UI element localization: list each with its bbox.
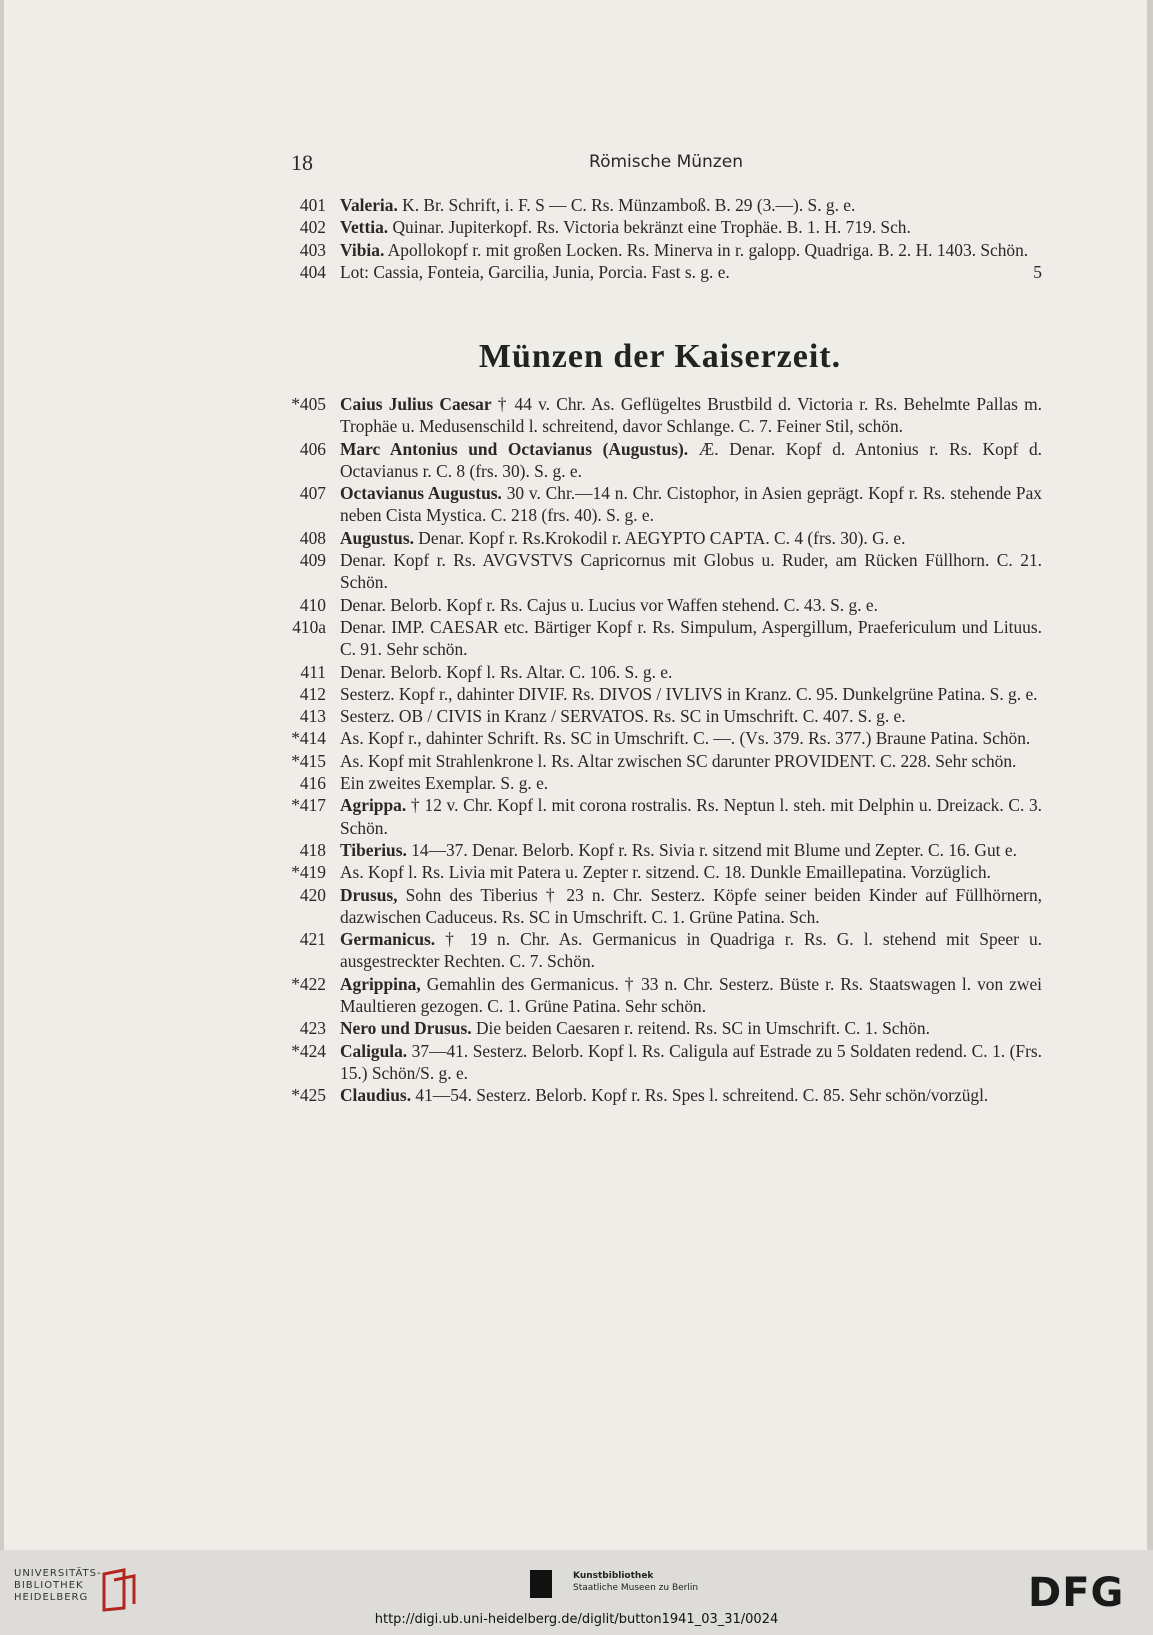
entry-description: K. Br. Schrift, i. F. S — C. Rs. Münzamboß. B. 29 (3.—). S. g. e. xyxy=(397,195,856,215)
entry-ruler-name: Augustus. xyxy=(340,527,414,548)
entry-description: 30 v. Chr.—14 n. Chr. Cistophor, in Asien geprägt. Kopf r. Rs. stehende Pax neben Cista Mystica. C. 218 (frs. 40). S. g. e. xyxy=(340,483,1042,526)
entry-number: *424 xyxy=(291,1040,326,1061)
catalog-entry xyxy=(278,616,1042,661)
entry-number: 404 xyxy=(299,261,326,282)
catalog-entry xyxy=(278,261,1042,283)
catalog-entry xyxy=(278,794,1042,839)
entry-ruler-name: Agrippa. xyxy=(340,795,407,816)
catalog-entry xyxy=(278,438,1042,483)
entry-number: *425 xyxy=(291,1085,326,1106)
entry-ruler-name: Vibia. xyxy=(340,239,385,260)
entry-description: Sesterz. Kopf r., dahinter DIVIF. Rs. DIVOS / IVLIVS in Kranz. C. 95. Dunkelgrüne Patina. S. g. e. xyxy=(340,683,1038,704)
dfg-logo[interactable]: DFG xyxy=(1028,1570,1125,1616)
entry-description: As. Kopf l. Rs. Livia mit Patera u. Zepter r. sitzend. C. 18. Dunkle Emaillepatina. Vorzüglich. xyxy=(340,862,991,883)
entry-number: *419 xyxy=(291,862,326,883)
entry-number: 410a xyxy=(292,616,326,637)
entry-number: 412 xyxy=(299,683,326,704)
catalog-entry xyxy=(278,482,1042,527)
entry-ruler-name: Marc Antonius und Octavianus (Augustus). xyxy=(340,438,689,459)
entry-description: † 19 n. Chr. As. Germanicus in Quadriga r. Rs. G. l. stehend mit Speer u. ausgestreckter Rechten. C. 7. Schön. xyxy=(340,929,1042,972)
entry-ruler-name: Octavianus Augustus. xyxy=(340,483,502,504)
entry-description: † 12 v. Chr. Kopf l. mit corona rostralis. Rs. Neptun l. steh. mit Delphin u. Dreizack. C. 3. Schön. xyxy=(340,795,1042,838)
entry-description: 41—54. Sesterz. Belorb. Kopf r. Rs. Spes l. schreitend. C. 85. Sehr schön/vorzügl. xyxy=(411,1085,989,1106)
entry-number: 409 xyxy=(299,550,326,571)
entry-ruler-name: Caligula. xyxy=(340,1040,408,1061)
ub-logo-line: BIBLIOTHEK xyxy=(14,1580,84,1591)
catalog-entry xyxy=(278,1084,1042,1106)
catalog-entry xyxy=(278,216,1042,238)
source-url-link[interactable]: http://digi.ub.uni-heidelberg.de/diglit/button1941_03_31/0024 xyxy=(374,1612,779,1627)
entry-ruler-name: Germanicus. xyxy=(340,929,436,950)
entry-description: As. Kopf r., dahinter Schrift. Rs. SC in Umschrift. C. —. (Vs. 379. Rs. 377.) Braune Patina. Schön. xyxy=(340,728,1031,749)
entry-number: 423 xyxy=(299,1018,326,1039)
entry-description: Denar. Belorb. Kopf l. Rs. Altar. C. 106. S. g. e. xyxy=(340,661,673,682)
catalog-entry xyxy=(278,705,1042,727)
catalog-entry xyxy=(278,661,1042,683)
entry-number: 411 xyxy=(300,661,326,682)
page-number: 18 xyxy=(291,150,313,175)
entry-description: Denar. Belorb. Kopf r. Rs. Cajus u. Lucius vor Waffen stehend. C. 43. S. g. e. xyxy=(340,594,878,615)
catalog-entry xyxy=(278,1040,1042,1085)
entry-ruler-name: Valeria. xyxy=(340,195,398,215)
catalog-entry xyxy=(278,549,1042,594)
entry-description: Die beiden Caesaren r. reitend. Rs. SC in Umschrift. C. 1. Schön. xyxy=(471,1018,930,1039)
entry-description: 14—37. Denar. Belorb. Kopf r. Rs. Sivia r. sitzend mit Blume und Zepter. C. 16. Gut e. xyxy=(406,839,1017,860)
catalog-entry xyxy=(278,727,1042,749)
entry-ruler-name: Nero und Drusus. xyxy=(340,1018,472,1039)
entry-description: Denar. Kopf r. Rs. AVGVSTVS Capricornus mit Globus u. Ruder, am Rücken Füllhorn. C. 21. Schön. xyxy=(340,550,1042,593)
entry-number: 416 xyxy=(299,773,326,794)
entry-description: Æ. Denar. Kopf d. Antonius r. Rs. Kopf d. Octavianus r. C. 8 (frs. 30). S. g. e. xyxy=(340,438,1042,481)
entry-ruler-name: Vettia. xyxy=(340,217,389,238)
catalog-entry xyxy=(278,239,1042,261)
entry-number: 410 xyxy=(299,594,326,615)
entry-ruler-name: Claudius. xyxy=(340,1085,412,1106)
catalog-entry xyxy=(278,594,1042,616)
catalog-entry xyxy=(278,928,1042,973)
running-title: Römische Münzen xyxy=(589,152,743,172)
catalog-entry xyxy=(278,393,1042,438)
section-heading: Münzen der Kaiserzeit. xyxy=(478,338,842,375)
catalog-entry xyxy=(278,527,1042,549)
entry-description: Denar. Kopf r. Rs.Krokodil r. AEGYPTO CAPTA. C. 4 (frs. 30). G. e. xyxy=(413,527,906,548)
entry-number: 407 xyxy=(299,483,326,504)
page-header xyxy=(291,150,1041,180)
heidelberg-library-logo[interactable] xyxy=(14,1568,102,1604)
catalog-entry xyxy=(278,683,1042,705)
entry-number: 401 xyxy=(299,195,326,215)
ub-emblem-icon xyxy=(100,1568,142,1612)
entry-number: 420 xyxy=(299,884,326,905)
entry-number: *414 xyxy=(291,728,326,749)
entry-description: Gemahlin des Germanicus. † 33 n. Chr. Sesterz. Büste r. Rs. Staatswagen l. von zwei Maultieren gezogen. C. 1. Grüne Patina. Sehr schön. xyxy=(340,973,1042,1017)
kb-name: Kunstbibliothek xyxy=(573,1571,654,1581)
catalog-entry xyxy=(278,839,1042,861)
entry-description: Quinar. Jupiterkopf. Rs. Victoria bekränzt eine Trophäe. B. 1. H. 719. Sch. xyxy=(388,217,911,238)
entry-number: 418 xyxy=(299,839,326,860)
entry-number: *415 xyxy=(291,750,326,771)
catalog-entry xyxy=(278,1017,1042,1039)
kb-subtitle: Staatliche Museen zu Berlin xyxy=(573,1583,699,1593)
entry-number: *417 xyxy=(291,795,326,816)
entry-description: † 44 v. Chr. As. Geflügeltes Brustbild d. Victoria r. Rs. Behelmte Pallas m. Trophäe u. Medusenschild l. schreitend, davor Schlange. C. 7. Feiner Stil, schön. xyxy=(340,394,1042,437)
entry-ruler-name: Caius Julius Caesar xyxy=(340,394,492,414)
digitization-footer xyxy=(0,1550,1153,1635)
entry-ruler-name: Agrippina, xyxy=(340,973,421,994)
entry-number: 421 xyxy=(299,929,326,950)
entry-ruler-name: Tiberius. xyxy=(340,839,407,860)
entry-description: Sohn des Tiberius † 23 n. Chr. Sesterz. Köpfe seiner beiden Kinder auf Füllhörnern, dazwischen Caduceus. Rs. SC in Umschrift. C. 1. Grüne Patina. Sch. xyxy=(340,884,1042,927)
entry-description: Denar. IMP. CAESAR etc. Bärtiger Kopf r. Rs. Simpulum, Aspergillum, Praefericulum und Lituus. C. 91. Sehr schön. xyxy=(340,616,1042,660)
entry-description: Lot: Cassia, Fonteia, Garcilia, Junia, Porcia. Fast s. g. e. xyxy=(340,261,730,282)
entry-number: *422 xyxy=(291,973,326,994)
catalog-entry xyxy=(278,194,1042,216)
entry-number: 413 xyxy=(299,706,326,727)
catalog-entry xyxy=(278,861,1042,883)
entry-number: 406 xyxy=(299,438,326,459)
entries-section-republic xyxy=(278,194,1042,283)
ub-logo-line: HEIDELBERG xyxy=(14,1592,89,1603)
entry-ruler-name: Drusus, xyxy=(340,884,398,905)
kunstbibliothek-label[interactable] xyxy=(573,1570,698,1594)
entry-number: 408 xyxy=(299,527,326,548)
entry-description: 37—41. Sesterz. Belorb. Kopf l. Rs. Caligula auf Estrade zu 5 Soldaten redend. C. 1. (Frs. 15.) Schön/S. g. e. xyxy=(340,1040,1042,1083)
entry-number: *405 xyxy=(291,394,326,414)
ub-logo-line: UNIVERSITÄTS- xyxy=(14,1568,102,1579)
catalog-entry xyxy=(278,750,1042,772)
entry-number: 402 xyxy=(299,217,326,238)
kunstbibliothek-logo-icon xyxy=(530,1570,552,1598)
entry-description: Sesterz. OB / CIVIS in Kranz / SERVATOS. Rs. SC in Umschrift. C. 407. S. g. e. xyxy=(340,706,906,727)
entry-price: 5 xyxy=(1033,261,1042,282)
entry-number: 403 xyxy=(299,239,326,260)
catalog-entry xyxy=(278,973,1042,1018)
entry-description: Apollokopf r. mit großen Locken. Rs. Minerva in r. galopp. Quadriga. B. 2. H. 1403. Schön. xyxy=(384,239,1029,260)
entry-description: Ein zweites Exemplar. S. g. e. xyxy=(340,773,549,794)
entry-description: As. Kopf mit Strahlenkrone l. Rs. Altar zwischen SC darunter PROVIDENT. C. 228. Sehr schön. xyxy=(340,750,1017,771)
catalog-entry xyxy=(278,772,1042,794)
catalog-entry xyxy=(278,884,1042,929)
entries-section-imperial xyxy=(278,393,1042,1107)
